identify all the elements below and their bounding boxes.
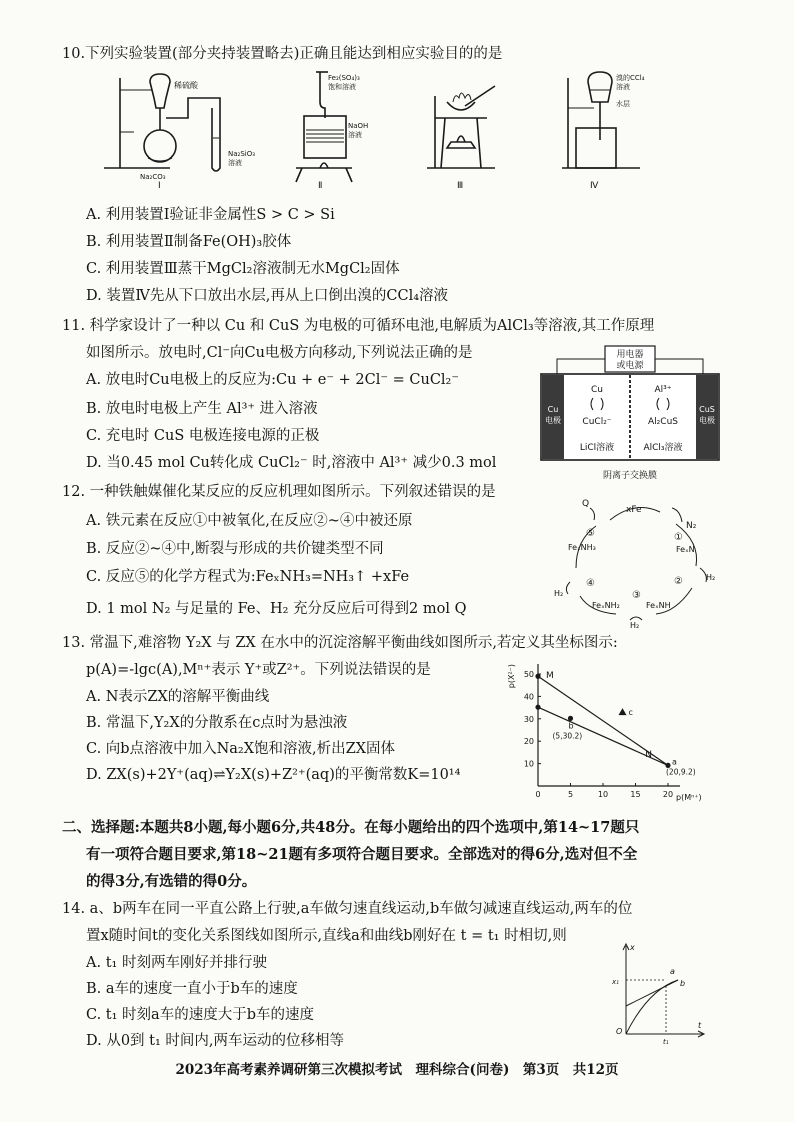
q10-option-d[interactable]: D. 装置Ⅳ先从下口放出水层,再从上口倒出溴的CCl₄溶液 — [86, 288, 449, 304]
right-cell-top: Al³⁺ — [654, 385, 672, 395]
graph-t1-label: t₁ — [663, 1038, 669, 1046]
battery-diagram — [537, 344, 723, 482]
app1-solid-label: Na₂CO₃ — [140, 173, 166, 181]
q10-option-b[interactable]: B. 利用装置Ⅱ制备Fe(OH)₃胶体 — [86, 234, 292, 250]
app4-water-label: 水层 — [616, 100, 630, 108]
q11-stem-line1: 11. 科学家设计了一种以 Cu 和 CuS 为电极的可循环电池,电解质为AlCl₃等溶液,其工作原理 — [62, 318, 655, 334]
x-tick-label: 5 — [567, 790, 574, 799]
h2-label-a: H₂ — [706, 573, 716, 582]
y-tick-label: 50 — [523, 670, 534, 679]
app1-number: Ⅰ — [158, 181, 161, 191]
step1-label: ① — [674, 532, 683, 543]
apparatus-4-figure — [560, 68, 680, 191]
q12-option-b[interactable]: B. 反应②~④中,断裂与形成的共价键类型不同 — [86, 541, 384, 557]
fexnh2-label: FeₓNH₂ — [592, 601, 620, 610]
app2-top-label-a: Fe₂(SO₄)₃ — [328, 74, 360, 82]
q14-option-b[interactable]: B. a车的速度一直小于b车的速度 — [86, 981, 298, 997]
graph-origin-label: O — [616, 1027, 623, 1036]
left-cell-mid: CuCl₂⁻ — [582, 417, 612, 427]
q13-option-b[interactable]: B. 常温下,Y₂X的分散系在c点时为悬浊液 — [86, 715, 348, 731]
n2-label: N₂ — [686, 521, 697, 531]
graph-curve-b-label: b — [680, 979, 686, 988]
q12-stem: 12. 一种铁触媒催化某反应的反应机理如图所示。下列叙述错误的是 — [62, 484, 496, 500]
q12-option-a[interactable]: A. 铁元素在反应①中被氧化,在反应②~④中被还原 — [86, 513, 413, 529]
q14-stem-line1: 14. a、b两车在同一平直公路上行驶,a车做匀速直线运动,b车做匀减速直线运动,两车的位 — [62, 901, 633, 917]
app2-beaker-label-b: 溶液 — [348, 131, 362, 139]
device-label-a: 用电器 — [616, 350, 644, 360]
q13-stem-line1: 13. 常温下,难溶物 Y₂X 与 ZX 在水中的沉淀溶解平衡曲线如图所示,若定义其坐标图示: — [62, 635, 618, 651]
y-tick-label: 30 — [523, 714, 534, 724]
x-tick-label: 0 — [535, 790, 541, 799]
q13-stem-line2: p(A)=-lgc(A),Mⁿ⁺表示 Y⁺或Z²⁺。下列说法错误的是 — [86, 662, 431, 678]
q11-option-c[interactable]: C. 充电时 CuS 电极连接电源的正极 — [86, 428, 320, 444]
series-label-N: N — [645, 750, 652, 761]
app4-number: Ⅳ — [590, 181, 599, 191]
graph-x1-label: x₁ — [612, 978, 619, 986]
app3-number: Ⅲ — [457, 181, 464, 191]
apparatus-2-figure — [290, 68, 390, 191]
catalytic-cycle-diagram — [550, 496, 720, 630]
q11-stem-line2: 如图所示。放电时,Cl⁻向Cu电极方向移动,下列说法正确的是 — [86, 345, 473, 361]
left-electrode-label-b: 电极 — [545, 416, 561, 425]
app2-top-label-b: 饱和溶液 — [328, 83, 356, 91]
section2-line2: 有一项符合题目要求,第18~21题有多项符合题目要求。全部选对的得6分,选对但不全 — [86, 846, 638, 863]
position-time-graph — [608, 942, 708, 1046]
page-footer: 2023年高考素养调研第三次模拟考试 理科综合(问卷) 第3页 共12页 — [175, 1062, 619, 1078]
app1-tube-label-a: Na₂SiO₃ — [228, 150, 256, 158]
series-start-point-M — [535, 674, 540, 679]
q11-option-a[interactable]: A. 放电时Cu电极上的反应为:Cu + e⁻ + 2Cl⁻ = CuCl₂⁻ — [86, 372, 460, 388]
h2-label-b: H₂ — [630, 621, 640, 630]
left-cell-bottom: LiCl溶液 — [579, 443, 615, 453]
series-start-point-N — [535, 705, 540, 710]
q12-option-c[interactable]: C. 反应⑤的化学方程式为:FeₓNH₃=NH₃↑ +xFe — [86, 569, 410, 585]
graph-x-axis-label: x — [630, 943, 635, 952]
h2-label-c: H₂ — [554, 589, 564, 598]
app4-funnel-label-b: 溶液 — [616, 83, 630, 91]
q-label: Q — [582, 499, 590, 509]
q14-option-d[interactable]: D. 从0到 t₁ 时间内,两车运动的位移相等 — [86, 1033, 345, 1049]
device-label-b: 或电源 — [616, 361, 644, 371]
section2-line3: 的得3分,有选错的得0分。 — [86, 873, 257, 890]
q10-option-a[interactable]: A. 利用装置Ⅰ验证非金属性S > C > Si — [86, 207, 335, 223]
q11-option-d[interactable]: D. 当0.45 mol Cu转化成 CuCl₂⁻ 时,溶液中 Al³⁺ 减少0.3 mol — [86, 455, 497, 471]
step2-label: ② — [674, 576, 683, 587]
point-b-coords: (5,30.2) — [552, 731, 583, 741]
step4-label: ④ — [586, 578, 595, 589]
q13-option-a[interactable]: A. N表示ZX的溶解平衡曲线 — [86, 689, 270, 705]
q12-option-d[interactable]: D. 1 mol N₂ 与足量的 Fe、H₂ 充分反应后可得到2 mol Q — [86, 601, 467, 617]
point-c-marker — [619, 708, 627, 715]
apparatus-1-figure — [100, 68, 260, 191]
point-b-marker — [568, 716, 573, 721]
x-tick-label: 15 — [630, 790, 641, 799]
x-tick-label: 10 — [597, 790, 609, 799]
point-a-label: a — [672, 757, 677, 767]
x-tick-label: 20 — [662, 790, 674, 799]
left-cell-top: Cu — [591, 385, 603, 395]
q10-stem: 10.下列实验装置(部分夹持装置略去)正确且能达到相应实验目的的是 — [62, 46, 503, 62]
right-cell-bottom: AlCl₃溶液 — [643, 443, 683, 453]
graph-t-axis-label: t — [698, 1021, 702, 1030]
fexn-label: FeₓN — [676, 545, 695, 554]
q13-option-c[interactable]: C. 向b点溶液中加入Na₂X饱和溶液,析出ZX固体 — [86, 741, 396, 757]
right-electrode-label-b: 电极 — [699, 416, 715, 425]
xfe-label: xFe — [626, 505, 642, 515]
app2-number: Ⅱ — [318, 181, 323, 191]
y-axis-label: p(X²⁻) — [507, 664, 516, 689]
step3-label: ③ — [632, 590, 641, 601]
x-axis-label: p(Mⁿ⁺) — [676, 793, 702, 802]
membrane-label: 阴离子交换膜 — [602, 471, 658, 481]
q13-option-d[interactable]: D. ZX(s)+2Y⁺(aq)⇌Y₂X(s)+Z²⁺(aq)的平衡常数K=10¹⁴ — [86, 767, 461, 783]
right-electrode-label-a: CuS — [699, 405, 715, 414]
series-label-M: M — [546, 671, 554, 682]
point-c-label: c — [628, 708, 633, 718]
q11-option-b[interactable]: B. 放电时电极上产生 Al³⁺ 进入溶液 — [86, 401, 318, 417]
y-tick-label: 40 — [523, 692, 534, 702]
point-a-coords: (20,9.2) — [666, 767, 696, 777]
app1-tube-label-b: 溶液 — [228, 159, 242, 167]
right-cell-mid: Al₂CuS — [648, 417, 678, 427]
graph-line-a-label: a — [670, 967, 675, 976]
fexnh3-label: FeₓNH₃ — [568, 543, 596, 552]
q14-option-a[interactable]: A. t₁ 时刻两车刚好并排行驶 — [86, 955, 267, 971]
app4-funnel-label-a: 溴的CCl₄ — [616, 74, 645, 82]
app1-acid-label: 稀硫酸 — [174, 81, 198, 90]
q14-stem-line2: 置x随时间t的变化关系图线如图所示,直线a和曲线b刚好在 t = t₁ 时相切,则 — [86, 928, 567, 944]
q14-option-c[interactable]: C. t₁ 时刻a车的速度大于b车的速度 — [86, 1007, 314, 1023]
fexnh-label: FeₓNH — [646, 601, 671, 610]
q10-option-c[interactable]: C. 利用装置Ⅲ蒸干MgCl₂溶液制无水MgCl₂固体 — [86, 261, 400, 277]
section2-line1: 二、选择题:本题共8小题,每小题6分,共48分。在每小题给出的四个选项中,第14~17题只 — [62, 819, 640, 836]
app2-beaker-label-a: NaOH — [348, 122, 369, 130]
y-tick-label: 10 — [523, 759, 534, 769]
point-b-label: b — [568, 721, 574, 731]
step5-label: ⑤ — [586, 528, 595, 539]
apparatus-3-figure — [425, 68, 525, 191]
solubility-chart — [500, 654, 720, 804]
left-electrode-label-a: Cu — [547, 405, 559, 414]
y-tick-label: 20 — [523, 737, 534, 747]
